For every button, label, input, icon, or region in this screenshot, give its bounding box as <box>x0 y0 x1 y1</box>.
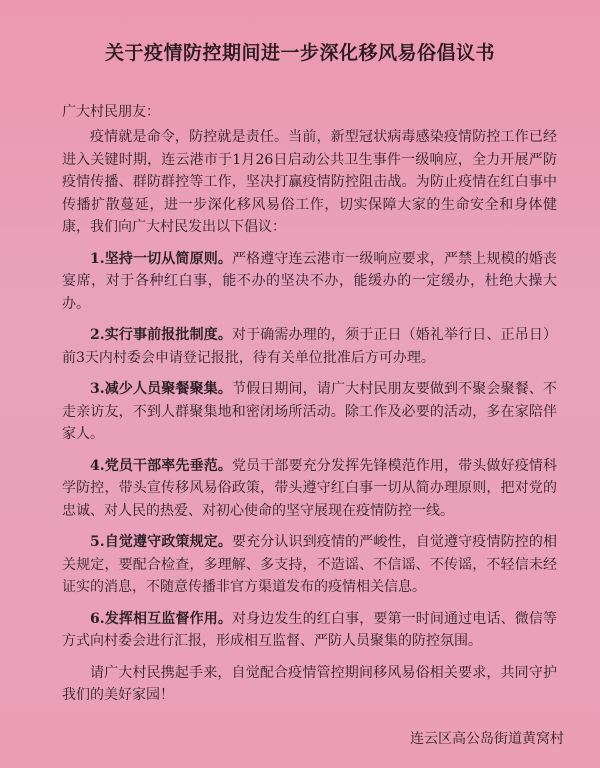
proposal-heading-2: 2.实行事前报批制度。 <box>90 327 232 343</box>
signature: 连云区高公岛街道黄窝村 <box>410 731 564 747</box>
closing-paragraph: 请广大村民携起手来，自觉配合疫情管控期间移风易俗相关要求，共同守护我们的美好家园！ <box>62 664 557 703</box>
proposal-item-4 <box>62 455 557 523</box>
proposal-text-4: 党员干部要充分发挥先锋模范作用，带头做好疫情科学防控，带头宣传移风易俗政策，带头遵守红白事一切从简办理原则，把对党的忠诚、对人民的热爱、对初心使命的坚守展现在疫情防控一线。 <box>62 457 557 519</box>
proposal-item-1 <box>62 248 557 316</box>
proposal-heading-6: 6.发挥相互监督作用。 <box>90 610 232 627</box>
proposal-text-1: 严格遵守连云港市一级响应要求，严禁上规模的婚丧宴席，对于各种红白事，能不办的坚决不办，能缓办的一定缓办，杜绝大操大办。 <box>62 250 557 312</box>
proposal-text-3: 节假日期间，请广大村民朋友要做到不聚会聚餐、不走亲访友，不到人群聚集地和密闭场所活动。除工作及必要的活动，多在家陪伴家人。 <box>62 381 557 442</box>
document-title: 关于疫情防控期间进一步深化移风易俗倡议书 <box>104 42 495 64</box>
proposal-text-2: 对于确需办理的，须于正日（婚礼举行日、正吊日）前3天内村委会申请登记报批，待有关单位批准后方可办理。 <box>62 327 557 366</box>
proposal-heading-1: 1.坚持一切从简原则。 <box>90 250 232 267</box>
document-body <box>62 126 557 707</box>
proposal-item-3 <box>62 378 557 446</box>
proposal-heading-5: 5.自觉遵守政策规定。 <box>90 534 232 550</box>
intro-paragraph: 疫情就是命令，防控就是责任。当前，新型冠状病毒感染疫情防控工作已经进入关键时期，连云港市于1月26日启动公共卫生事件一级响应，全力开展严防疫情传播、群防群控等工作，坚决打赢疫情防控阻击战。为防止疫情在红白事中传播扩散蔓延，进一步深化移风易俗工作，切实保障大家的生命安全和身体健康，我们向广大村民发出以下倡议： <box>62 129 557 235</box>
proposal-item-6 <box>62 608 557 653</box>
greeting: 广大村民朋友： <box>62 104 160 120</box>
proposal-item-5 <box>62 531 557 599</box>
proposal-text-6: 对身边发生的红白事，要第一时间通过电话、微信等方式向村委会进行汇报，形成相互监督、严防人员聚集的防控氛围。 <box>62 610 557 649</box>
proposal-heading-3: 3.减少人员聚餐聚集。 <box>90 381 232 397</box>
proposal-heading-4: 4.党员干部率先垂范。 <box>90 457 232 474</box>
proposal-text-5: 要充分认识到疫情的严峻性，自觉遵守疫情防控的相关规定，要配合检查，多理解、多支持，不造谣、不信谣、不传谣，不轻信未经证实的消息，不随意传播非官方渠道发布的疫情相关信息。 <box>62 534 557 595</box>
proposal-item-2 <box>62 324 557 369</box>
